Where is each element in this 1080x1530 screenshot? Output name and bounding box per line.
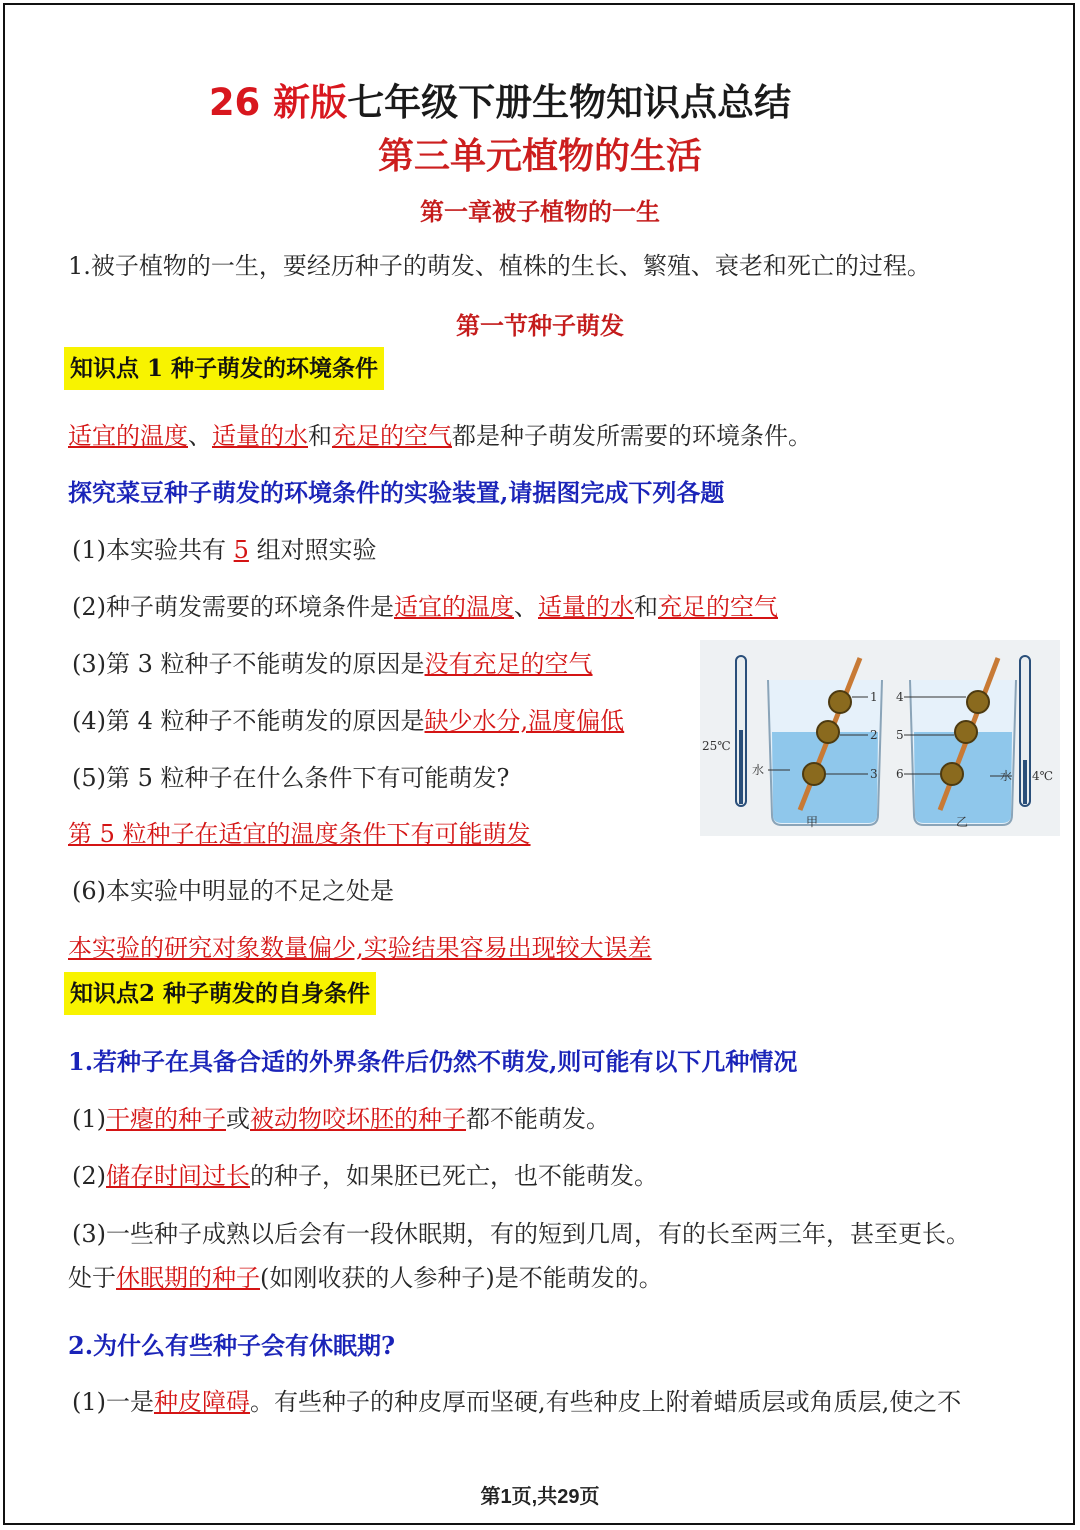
svg-text:3: 3 (870, 767, 878, 781)
question-2: (2)种子萌发需要的环境条件是适宜的温度、适量的水和充足的空气 (72, 593, 778, 621)
kp2-point-2: (2)储存时间过长的种子，如果胚已死亡，也不能萌发。 (72, 1162, 658, 1190)
svg-text:水: 水 (752, 763, 765, 777)
question-1: (1)本实验共有 5 组对照实验 (72, 536, 377, 564)
question-4: (4)第 4 粒种子不能萌发的原因是缺少水分,温度偏低 (72, 707, 625, 735)
seed-experiment-figure (700, 640, 1060, 836)
answer-5: 第 5 粒种子在适宜的温度条件下有可能萌发 (68, 820, 531, 848)
kp2-point-1: (1)干瘪的种子或被动物咬坏胚的种子都不能萌发。 (72, 1105, 610, 1133)
page-title: 26 新版七年级下册生物知识点总结 (208, 81, 792, 124)
beaker-right-icon (910, 658, 1016, 825)
question-5: (5)第 5 粒种子在什么条件下有可能萌发? (72, 764, 510, 792)
temp-right-label: 4℃ (1032, 769, 1054, 783)
thermometer-left-icon (736, 656, 746, 806)
unit-title: 第三单元植物的生活 (377, 135, 702, 177)
thermometer-right-icon (1020, 656, 1030, 806)
svg-text:4: 4 (896, 690, 904, 704)
kp1-heading: 知识点 1 种子萌发的环境条件 (64, 350, 384, 383)
intro-paragraph: 1.被子植物的一生，要经历种子的萌发、植株的生长、繁殖、衰老和死亡的过程。 (68, 252, 931, 280)
caption-left: 甲 (806, 815, 819, 829)
section-title: 第一节种子萌发 (456, 311, 624, 340)
svg-text:水: 水 (1000, 769, 1013, 783)
kp2-point-3-cont: 处于休眠期的种子(如刚收获的人参种子)是不能萌发的。 (68, 1264, 663, 1292)
kp1-conditions: 适宜的温度、适量的水和充足的空气都是种子萌发所需要的环境条件。 (68, 422, 812, 450)
kp2-subheading-2: 2.为什么有些种子会有休眠期? (68, 1331, 396, 1360)
svg-text:6: 6 (896, 767, 904, 781)
question-6: (6)本实验中明显的不足之处是 (72, 877, 394, 905)
question-3: (3)第 3 粒种子不能萌发的原因是没有充足的空气 (72, 650, 593, 678)
answer-6: 本实验的研究对象数量偏少,实验结果容易出现较大误差 (68, 934, 652, 962)
kp2-point-3: (3)一些种子成熟以后会有一段休眠期，有的短到几周，有的长至两三年，甚至更长。 (72, 1220, 970, 1248)
beaker-left-icon (768, 658, 882, 825)
page-footer: 第1页,共29页 (480, 1486, 600, 1508)
kp2-subheading-1: 1.若种子在具备合适的外界条件后仍然不萌发,则可能有以下几种情况 (68, 1047, 798, 1076)
experiment-heading: 探究菜豆种子萌发的环境条件的实验装置,请据图完成下列各题 (68, 478, 725, 507)
kp2-heading: 知识点2 种子萌发的自身条件 (64, 975, 376, 1008)
svg-text:2: 2 (870, 728, 878, 742)
svg-text:1: 1 (870, 690, 878, 704)
chapter-title: 第一章被子植物的一生 (420, 197, 660, 226)
caption-right: 乙 (956, 815, 969, 829)
temp-left-label: 25℃ (702, 739, 731, 753)
kp2-point-4: (1)一是种皮障碍。有些种子的种皮厚而坚硬,有些种皮上附着蜡质层或角质层,使之不 (72, 1388, 962, 1416)
svg-text:5: 5 (896, 728, 904, 742)
